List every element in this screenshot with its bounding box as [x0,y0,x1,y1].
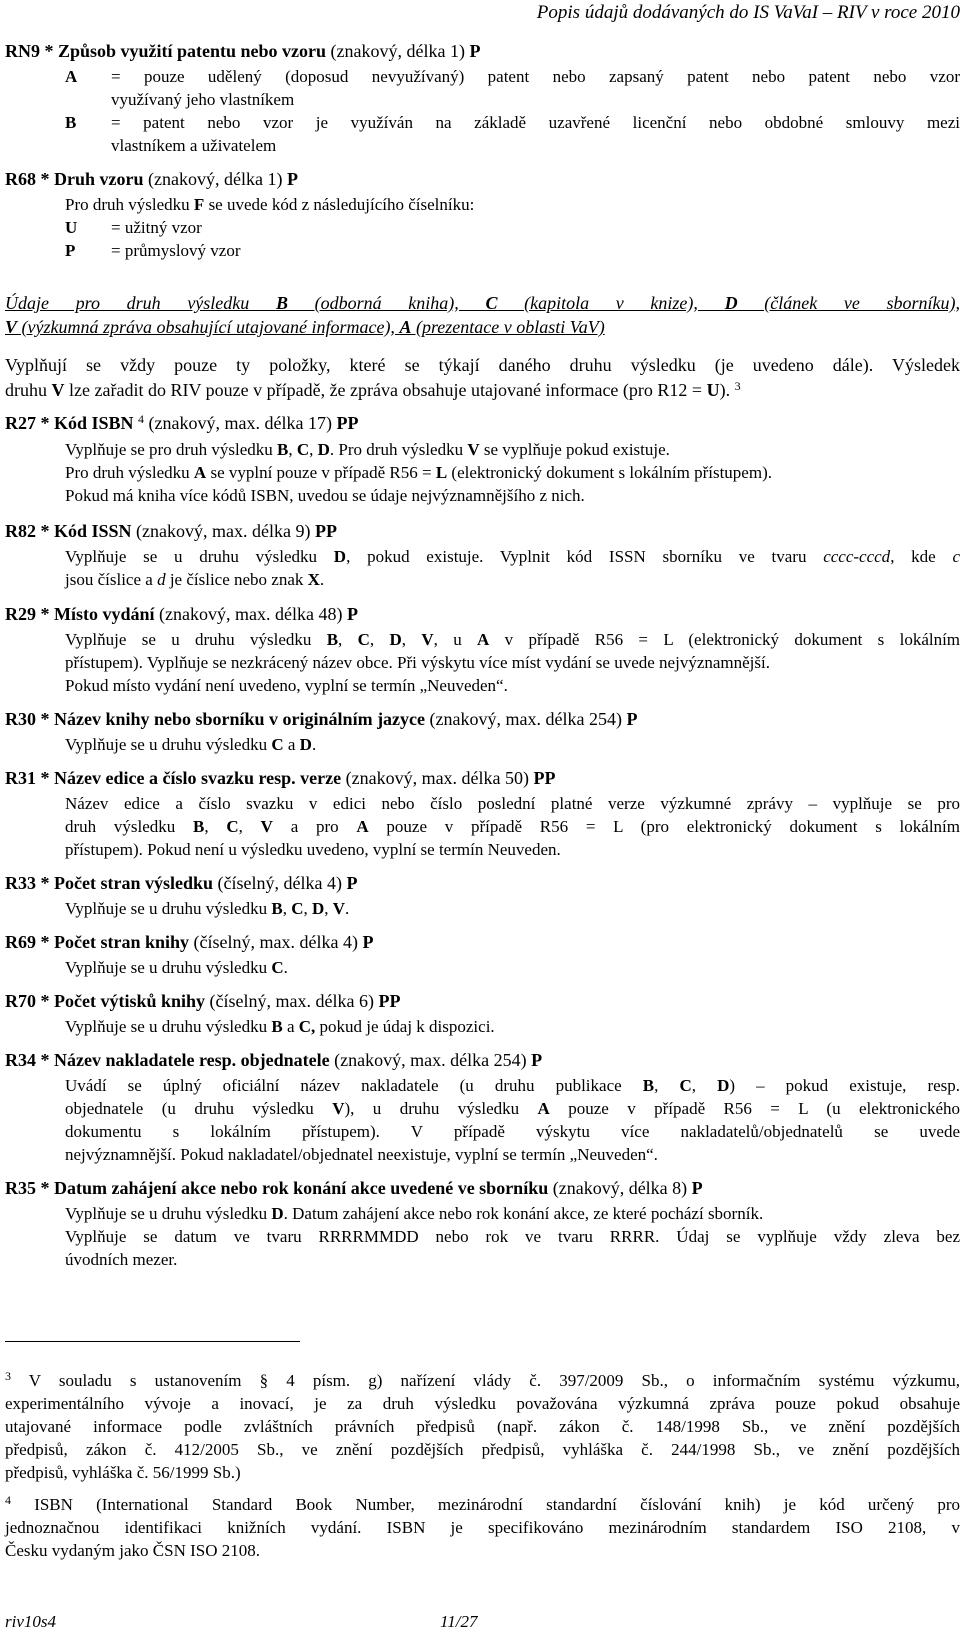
section-heading-continued: V (výzkumná zpráva obsahující utajované informace), A (prezentace v oblasti VaV) [5,317,605,337]
field-r33-heading [5,874,357,893]
field-code: R68 * Druh vzoru [5,169,144,189]
field-description: Vyplňuje se pro druh výsledku B, C, D. Pro druh výsledku V se vyplňuje pokud existuje. [65,440,670,459]
field-description: Vyplňuje se u druhu výsledku B, C, D, V, u A v případě R56 = L (elektronický dokument s lokálním [65,630,960,649]
footnote-3-text: utajované informace podle zvláštních právních předpisů (např. zákon č. 148/1998 Sb., ve znění pozdějších [5,1417,960,1436]
field-description: Pro druh výsledku F se uvede kód z následujícího číselníku: [65,195,475,214]
section-heading: Údaje pro druh výsledku B (odborná kniha), C (kapitola v knize), D (článek ve sborníku), [5,293,960,313]
field-spec: (znakový, max. délka 9) [131,521,315,541]
field-description: nejvýznamnější. Pokud nakladatel/objednatel neexistuje, vyplní se termín „Neuveden“. [65,1145,658,1164]
field-spec: (znakový, max. délka 50) [341,768,534,788]
field-description: Vyplňuje se u druhu výsledku D. Datum zahájení akce nebo rok konání akce, ze které pochází sborník. [65,1204,764,1223]
field-r82-heading [5,522,337,541]
field-code: R35 * Datum zahájení akce nebo rok konání akce uvedené ve sborníku [5,1178,549,1198]
code-description: = patent nebo vzor je využíván na základě uzavřené licenční nebo obdobné smlouvy mezi [111,113,960,132]
field-requirement: PP [336,413,359,433]
field-description: jsou číslice a d je číslice nebo znak X. [65,570,325,589]
footnote-number: 4 [5,1493,11,1507]
code-key: A [65,67,78,86]
field-requirement: P [691,1178,703,1198]
code-key: P [65,241,76,260]
field-r34-heading [5,1051,542,1070]
field-r70-heading [5,992,400,1011]
field-requirement: P [346,604,358,624]
field-code: R30 * Název knihy nebo sborníku v originálním jazyce [5,709,426,729]
field-code: RN9 * Způsob využití patentu nebo vzoru [5,41,327,61]
code-description: = průmyslový vzor [111,241,241,260]
footnote-3-text: předpisů, zákon č. 412/2005 Sb., ve znění pozdějších předpisů, vyhláška č. 244/1998 Sb., ve znění pozdějších [5,1440,960,1459]
footnote-ref[interactable]: 4 [138,412,145,426]
field-r27-heading [5,414,358,433]
field-spec: (znakový, délka 1) [326,41,470,61]
field-description: Uvádí se úplný oficiální název nakladatele (u druhu publikace B, C, D) – pokud existuje, resp. [65,1076,960,1095]
field-description: druh výsledku B, C, V a pro A pouze v případě R56 = L (pro elektronický dokument s lokálním [65,817,960,836]
code-key: U [65,218,78,237]
field-r30-heading [5,710,637,729]
field-requirement: P [531,1050,543,1070]
field-spec: (znakový, max. délka 48) [154,604,347,624]
field-code: R29 * Místo vydání [5,604,155,624]
code-key: B [65,113,77,132]
field-description: Vyplňuje se u druhu výsledku C a D. [65,735,317,754]
field-requirement: P [346,873,358,893]
footnote-4-text: Česku vydaným jako ČSN ISO 2108. [5,1541,260,1560]
field-r68-heading [5,170,298,189]
field-description: dokumentu s lokálním přístupem). V případě výskytu více nakladatelů/objednatelů se uvede [65,1122,960,1141]
code-description: = pouze udělený (doposud nevyužívaný) patent nebo zapsaný patent nebo patent nebo vzor [111,67,960,86]
field-description: Název edice a číslo svazku v edici nebo číslo poslední platné verze výzkumné zprávy – vyplňuje se pro [65,794,960,813]
intro-paragraph: druhu V lze zařadit do RIV pouze v případě, že zpráva obsahuje utajované informace (pro R12 = U). $^3$ [5,379,741,400]
field-requirement: PP [314,521,337,541]
footer-document-id: riv10s4 [5,1612,56,1631]
field-requirement: P [469,41,481,61]
footer-page-number: 11/27 [440,1612,478,1631]
footnote-ref[interactable]: 3 [734,379,741,393]
field-requirement: P [362,932,374,952]
field-r35-heading [5,1179,703,1198]
field-spec: (znakový, délka 8) [548,1178,692,1198]
field-spec: (číselný, délka 4) [213,873,347,893]
field-code: R69 * Počet stran knihy [5,932,189,952]
footnote-number: 3 [5,1369,11,1383]
code-description: využívaný jeho vlastníkem [111,90,295,109]
field-spec: (číselný, max. délka 4) [189,932,363,952]
field-requirement: P [626,709,638,729]
field-description: Pro druh výsledku A se vyplní pouze v případě R56 = L (elektronický dokument s lokálním přístupem). [65,463,772,482]
field-code: R31 * Název edice a číslo svazku resp. verze [5,768,342,788]
field-spec: (znakový, délka 1) [143,169,287,189]
field-description: přístupem). Pokud není u výsledku uvedeno, vyplní se termín Neuveden. [65,840,561,859]
field-rn9-heading [5,42,481,61]
field-description: Pokud místo vydání není uvedeno, vyplní se termín „Neuveden“. [65,676,508,695]
field-requirement: P [286,169,298,189]
field-description: Vyplňuje se u druhu výsledku D, pokud existuje. Vyplnit kód ISSN sborníku ve tvaru cccc-cccd, kde c [65,547,960,566]
footnote-4-text: jednoznačnou identifikaci knižních vydání. ISBN je specifikováno mezinárodním standardem ISO 2108, v [5,1518,960,1537]
field-r29-heading [5,605,358,624]
field-spec: (znakový, max. délka 254) [425,709,627,729]
field-requirement: PP [378,991,401,1011]
field-spec: (znakový, max. délka 17) [144,413,337,433]
field-description: Vyplňuje se u druhu výsledku C. [65,958,288,977]
field-description: Vyplňuje se u druhu výsledku B a C, pokud je údaj k dispozici. [65,1017,495,1036]
field-description: objednatele (u druhu výsledku V), u druhu výsledku A pouze v případě R56 = L (u elektronického [65,1099,960,1118]
field-code: R70 * Počet výtisků knihy [5,991,206,1011]
field-code: R27 * Kód ISBN [5,413,134,433]
code-description: vlastníkem a uživatelem [111,136,277,155]
footnote-divider [5,1341,300,1342]
running-header: Popis údajů dodávaných do IS VaVaI – RIV v roce 2010 [536,2,960,23]
footnote-3-text: experimentálního vývoje a inovací, je za druh výsledku považována výzkumná zpráva pouze pokud obsahuje [5,1394,960,1413]
field-description: Vyplňuje se datum ve tvaru RRRRMMDD nebo rok ve tvaru RRRR. Údaj se vyplňuje vždy zleva bez [65,1227,960,1246]
code-description: = užitný vzor [111,218,202,237]
field-code: R82 * Kód ISSN [5,521,132,541]
footnote-4: $^4$ ISBN (International Standard Book Number, mezinárodní standardní číslování knih) je kód určený pro [5,1493,960,1514]
field-description: úvodních mezer. [65,1250,178,1269]
field-r31-heading [5,769,556,788]
field-code: R34 * Název nakladatele resp. objednatele [5,1050,330,1070]
footnote-3-text: předpisů, vyhláška č. 56/1999 Sb.) [5,1463,241,1482]
field-code: R33 * Počet stran výsledku [5,873,213,893]
field-r69-heading [5,933,373,952]
field-spec: (znakový, max. délka 254) [329,1050,532,1070]
footnote-3: $^3$ V souladu s ustanovením § 4 písm. g) nařízení vlády č. 397/2009 Sb., o informačním systému výzkumu, [5,1369,960,1390]
intro-paragraph: Vyplňují se vždy pouze ty položky, které se týkají daného druhu výsledku (je uvedeno dále). Výsledek [5,355,960,375]
field-spec: (číselný, max. délka 6) [205,991,379,1011]
field-requirement: PP [533,768,556,788]
field-description: Pokud má kniha více kódů ISBN, uvedou se údaje nejvýznamnějšího z nich. [65,486,585,505]
field-description: přístupem). Vyplňuje se nezkrácený název obce. Při výskytu více míst vydání se uvede nejvýznamnější. [65,653,770,672]
field-description: Vyplňuje se u druhu výsledku B, C, D, V. [65,899,350,918]
